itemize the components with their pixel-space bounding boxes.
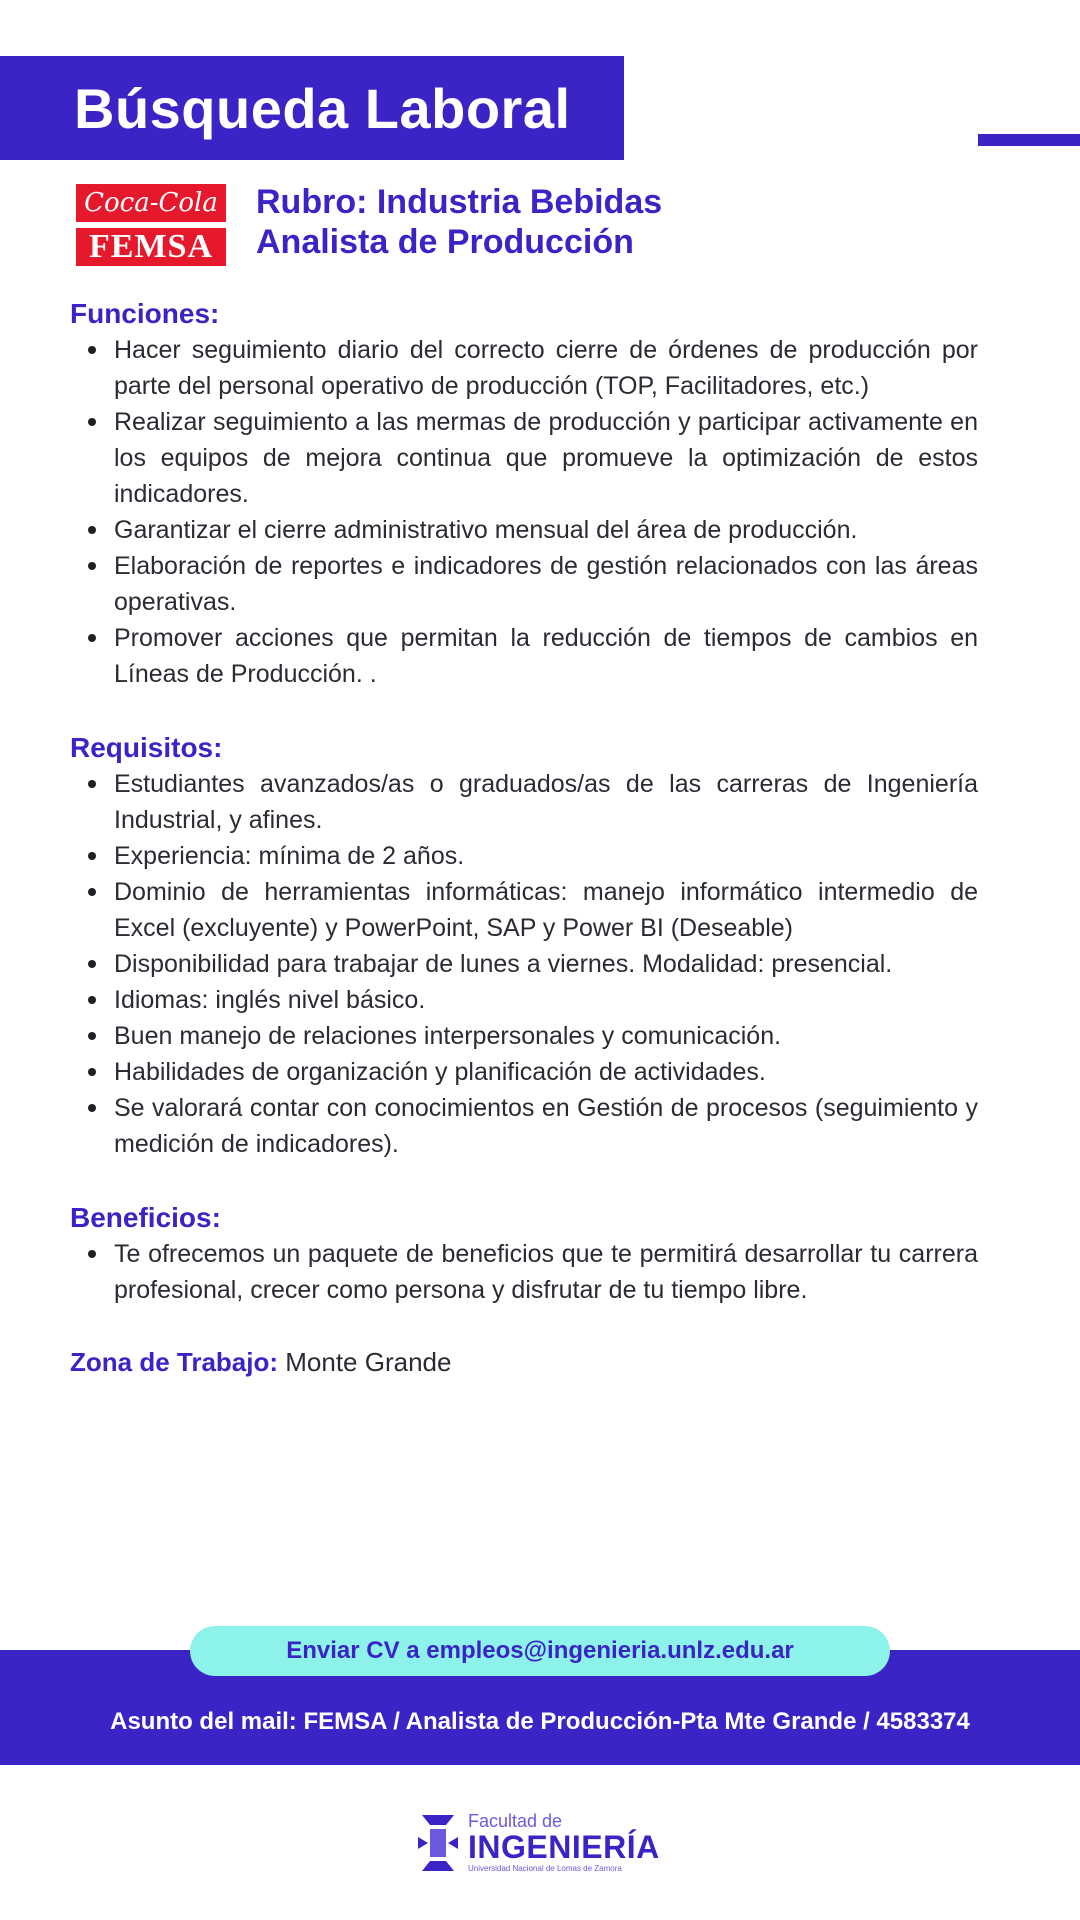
list-item: Promover acciones que permitan la reducción de tiempos de cambios en Líneas de Producción. . [70, 620, 978, 692]
list-item: Buen manejo de relaciones interpersonales y comunicación. [70, 1018, 978, 1054]
ingenieria-emblem-icon [418, 1811, 458, 1875]
requisitos-list [70, 766, 978, 1162]
job-heading [256, 182, 662, 262]
page-title [0, 56, 624, 160]
send-cv-email[interactable] [190, 1626, 890, 1676]
list-item: Se valorará contar con conocimientos en Gestión de procesos (seguimiento y medición de indicadores). [70, 1090, 978, 1162]
decorative-line [978, 134, 1080, 146]
funciones-list [70, 332, 978, 692]
position-line: Analista de Producción [256, 223, 634, 261]
list-item: Te ofrecemos un paquete de beneficios que te permitirá desarrollar tu carrera profesional, crecer como persona y disfrutar de tu tiempo libre. [70, 1236, 978, 1308]
list-item: Idiomas: inglés nivel básico. [70, 982, 978, 1018]
faculty-line2: INGENIERÍA [468, 1829, 660, 1865]
job-details [70, 296, 978, 1380]
list-item: Estudiantes avanzados/as o graduados/as de las carreras de Ingeniería Industrial, y afines. [70, 766, 978, 838]
coca-cola-logo-text: Coca-Cola [76, 184, 226, 222]
faculty-name [468, 1812, 660, 1874]
faculty-line3: Universidad Nacional de Lomas de Zamora [468, 1864, 622, 1873]
requisitos-title: Requisitos: [70, 732, 223, 763]
faculty-logo [418, 1808, 678, 1878]
faculty-line1: Facultad de [468, 1811, 563, 1831]
list-item: Realizar seguimiento a las mermas de producción y participar activamente en los equipos de mejora continua que promueve la optimización de estos indicadores. [70, 404, 978, 512]
zona-de-trabajo [70, 1344, 978, 1380]
rubro-line: Rubro: Industria Bebidas [256, 183, 663, 221]
list-item: Habilidades de organización y planificación de actividades. [70, 1054, 978, 1090]
list-item: Experiencia: mínima de 2 años. [70, 838, 978, 874]
send-cv-text: Enviar CV a empleos@ingenieria.unlz.edu.ar [286, 1637, 794, 1664]
list-item: Hacer seguimiento diario del correcto cierre de órdenes de producción por parte del personal operativo de producción (TOP, Facilitadores, etc.) [70, 332, 978, 404]
zona-value: Monte Grande [278, 1347, 452, 1377]
list-item: Dominio de herramientas informáticas: manejo informático intermedio de Excel (excluyente) y PowerPoint, SAP y Power BI (Deseable) [70, 874, 978, 946]
beneficios-list [70, 1236, 978, 1308]
list-item: Garantizar el cierre administrativo mensual del área de producción. [70, 512, 978, 548]
beneficios-title: Beneficios: [70, 1202, 221, 1233]
list-item: Elaboración de reportes e indicadores de gestión relacionados con las áreas operativas. [70, 548, 978, 620]
funciones-title: Funciones: [70, 298, 220, 329]
email-subject: Asunto del mail: FEMSA / Analista de Producción-Pta Mte Grande / 4583374 [110, 1708, 970, 1735]
femsa-logo-text: FEMSA [76, 228, 226, 266]
company-logo [76, 184, 226, 266]
list-item: Disponibilidad para trabajar de lunes a viernes. Modalidad: presencial. [70, 946, 978, 982]
page-title-text: Búsqueda Laboral [74, 76, 571, 140]
zona-label: Zona de Trabajo: [70, 1347, 279, 1377]
